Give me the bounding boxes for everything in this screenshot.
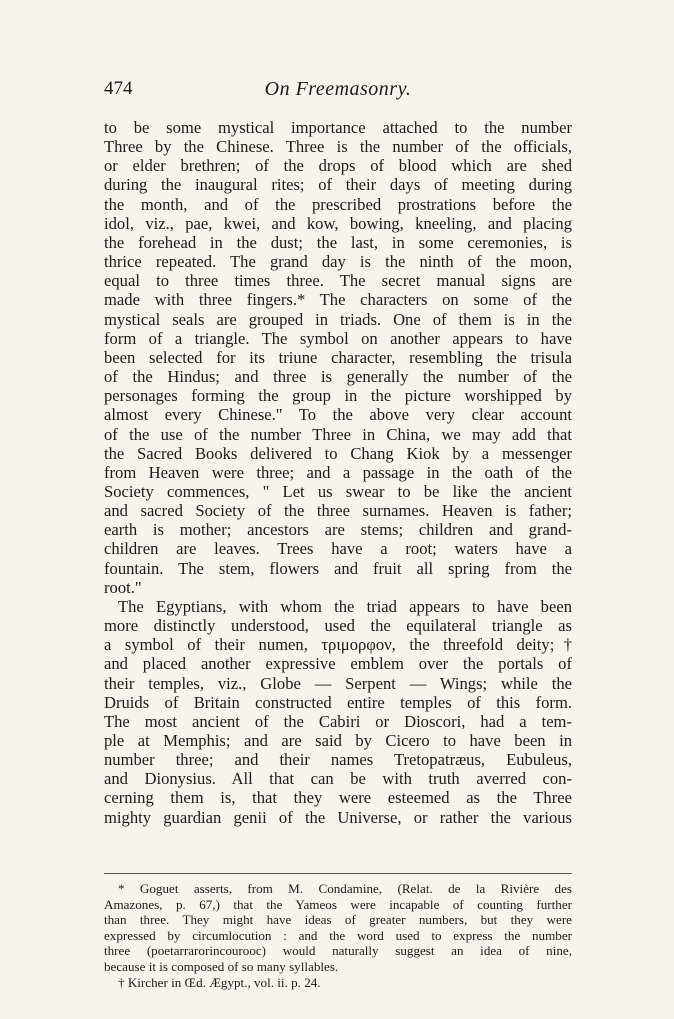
text-line: and placed another expressive emblem over the portals of xyxy=(104,654,572,674)
page-header xyxy=(104,78,572,108)
footnote-line: Amazones, p. 67,) that the Yameos were incapable of counting further xyxy=(104,896,572,912)
footnote-line: † Kircher in Œd. Ægypt., vol. ii. p. 24. xyxy=(118,974,321,990)
text-line: their temples, viz., Globe — Serpent — Wings; while the xyxy=(104,673,572,693)
text-line: the Sacred Books delivered to Chang Kiok by a messenger xyxy=(104,443,572,463)
body-text xyxy=(104,118,572,827)
text-line: during the inaugural rites; of their days of meeting during xyxy=(104,175,572,195)
footnote-rule xyxy=(104,873,572,874)
footnote-line: three (poetarrarorincourooc) would naturally suggest an idea of nine, xyxy=(104,943,572,959)
text-line: made with three fingers.* The characters on some of the xyxy=(104,290,572,310)
text-line: ple at Memphis; and are said by Cicero to have been in xyxy=(104,731,572,750)
text-line: fountain. The stem, flowers and fruit all spring from the xyxy=(104,558,572,578)
footnotes xyxy=(104,881,572,990)
page-number: 474 xyxy=(104,78,133,99)
text-line: of the Hindus; and three is generally the number of the xyxy=(104,367,572,387)
text-line: thrice repeated. The grand day is the ninth of the moon, xyxy=(104,252,572,272)
text-line: earth is mother; ancestors are stems; children and grand- xyxy=(104,520,572,540)
footnote-line: expressed by circumlocution : and the word used to express the number xyxy=(104,927,572,943)
text-line: Society commences, " Let us swear to be like the ancient xyxy=(104,481,572,501)
footnote-line: because it is composed of so many syllables. xyxy=(104,958,339,974)
text-line: idol, viz., pae, kwei, and kow, bowing, kneeling, and placing xyxy=(104,213,572,233)
text-line: the month, and of the prescribed prostrations before the xyxy=(104,194,572,214)
text-line: been selected for its triune character, resembling the trisula xyxy=(104,347,572,367)
text-line: or elder brethren; of the drops of blood which are shed xyxy=(104,156,572,176)
text-line: The most ancient of the Cabiri or Dioscori, had a tem- xyxy=(104,711,572,731)
text-line: The Egyptians, with whom the triad appears to have been xyxy=(118,596,572,616)
text-line: personages forming the group in the picture worshipped by xyxy=(104,386,572,406)
text-line: and Dionysius. All that can be with truth averred con- xyxy=(104,769,572,789)
footnote-line: * Goguet asserts, from M. Condamine, (Relat. de la Rivière des xyxy=(118,881,572,896)
text-line: and sacred Society of the three surnames. Heaven is father; xyxy=(104,501,572,521)
text-line: mystical seals are grouped in triads. One of them is in the xyxy=(104,309,572,329)
text-line: almost every Chinese." To the above very clear account xyxy=(104,405,572,425)
text-line: to be some mystical importance attached to the number xyxy=(104,118,572,137)
text-line: children are leaves. Trees have a root; waters have a xyxy=(104,539,572,559)
text-line: the forehead in the dust; the last, in some ceremonies, is xyxy=(104,232,572,252)
text-line: a symbol of their numen, τριμορφον, the threefold deity;† xyxy=(104,635,572,655)
text-line: equal to three times three. The secret manual signs are xyxy=(104,271,572,291)
text-line: from Heaven were three; and a passage in the oath of the xyxy=(104,462,572,482)
text-line: form of a triangle. The symbol on another appears to have xyxy=(104,328,572,348)
running-head: On Freemasonry. xyxy=(264,78,412,100)
text-line: mighty guardian genii of the Universe, or rather the various xyxy=(104,807,572,827)
text-line: more distinctly understood, used the equilateral triangle as xyxy=(104,616,572,636)
text-line: Three by the Chinese. Three is the number of the officials, xyxy=(104,137,572,157)
text-line: cerning them is, that they were esteemed as the Three xyxy=(104,788,572,808)
footnote-line: than three. They might have ideas of greater numbers, but they were xyxy=(104,912,572,928)
text-line: Druids of Britain constructed entire temples of this form. xyxy=(104,692,572,712)
text-line: number three; and their names Tretopatræus, Eubuleus, xyxy=(104,750,572,770)
text-line: of the use of the number Three in China, we may add that xyxy=(104,424,572,444)
text-line: root." xyxy=(104,577,142,597)
